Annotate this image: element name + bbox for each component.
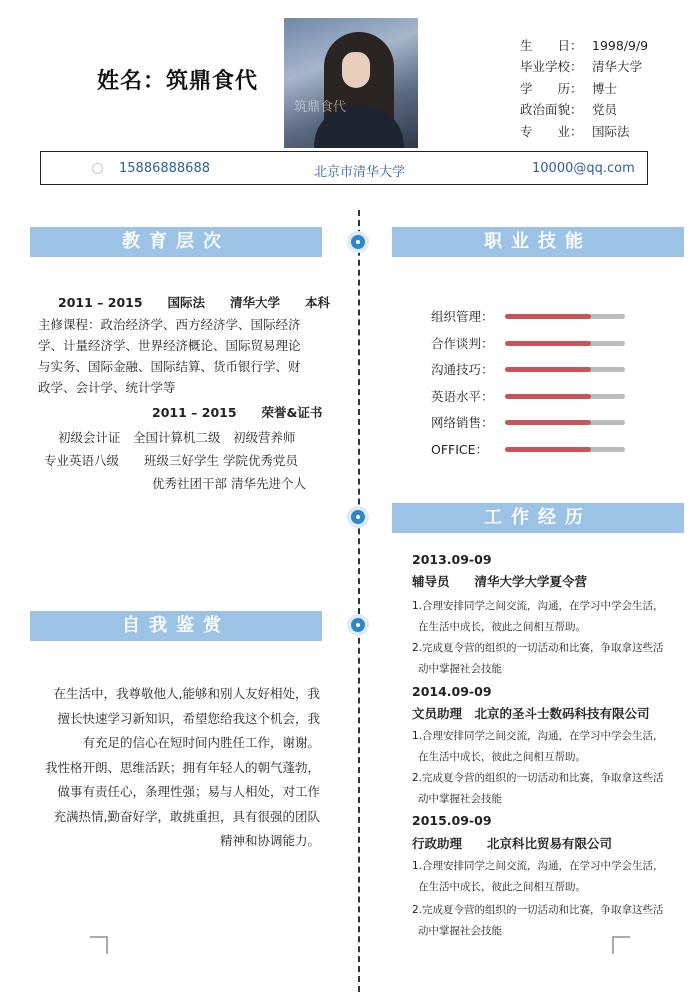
profile-photo: [284, 18, 418, 148]
timeline-line: [358, 210, 360, 992]
education-degree: 2011 – 2015 国际法 清华大学 本科: [58, 295, 331, 310]
contact-email[interactable]: 10000@qq.com: [532, 161, 635, 176]
skill-label: 网络销售：: [431, 415, 494, 430]
skill-bar: [505, 314, 625, 319]
honors-line: 初级会计证 全国计算机二级 初级营养师: [58, 430, 296, 445]
job-date: 2015.09-09: [412, 813, 492, 828]
job-detail: 2.完成夏令营的组织的一切活动和比赛，争取拿这些活: [412, 642, 664, 654]
job-detail: 1.合理安排同学之间交流，沟通，在学习中学会生活，: [412, 730, 664, 742]
job-role: 行政助理 北京科比贸易有限公司: [412, 836, 613, 851]
info-major: 专 业： 国际法: [520, 124, 630, 139]
info-birthday: 生 日： 1998/9/9: [520, 38, 649, 53]
contact-address: 北京市清华大学: [314, 165, 406, 180]
skill-bar: [505, 447, 625, 452]
info-school: 毕业学校： 清华大学: [520, 59, 643, 74]
timeline-dot-icon: [347, 614, 369, 636]
photo-caption: 筑鼎食代: [294, 100, 347, 115]
phone-icon: [92, 163, 103, 174]
job-date: 2014.09-09: [412, 684, 492, 699]
skill-bar-fill: [505, 341, 591, 346]
education-courses: 主修课程：政治经济学、西方经济学、国际经济 学、计量经济学、世界经济概论、国际贸易理论 与实务、国际金融、国际结算、货币银行学、财 政学、会计学、统计学等: [38, 317, 301, 395]
work-heading: 工作经历: [392, 503, 684, 533]
skill-label: 英语水平：: [431, 388, 494, 404]
education-heading: 教育层次: [30, 227, 322, 257]
skill-bar: [505, 341, 625, 346]
job-detail: 1.合理安排同学之间交流，沟通，在学习中学会生活，: [412, 600, 664, 612]
timeline-dot-icon: [347, 506, 369, 528]
contact-phone[interactable]: 15886888688: [119, 161, 210, 176]
honors-title: 2011 – 2015 荣誉&证书: [152, 405, 323, 420]
job-role: 辅导员 清华大学大学夏令营: [412, 574, 588, 589]
skill-bar-fill: [505, 367, 591, 372]
honors-line: 优秀社团干部 清华先进个人: [152, 476, 306, 491]
job-detail: 动中掌握社会技能: [418, 663, 502, 675]
skill-bar: [505, 367, 625, 372]
skill-bar-fill: [505, 420, 591, 425]
info-politics: 政治面貌： 党员: [520, 102, 618, 117]
skill-bar-fill: [505, 447, 591, 452]
skill-label: 组织管理：: [431, 309, 494, 324]
skill-bar-fill: [505, 394, 591, 399]
resume-name: 姓名：筑鼎食代: [97, 69, 259, 94]
self-eval-text: 在生活中，我尊敬他人,能够和别人友好相处，我 擅长快速学习新知识，希望您给我这个机会，我 有充足的信心在短时间内胜任工作，谢谢。 我性格开朗、思维活跃；拥有年轻人的朝气蓬勃， 做事有责任心，条理性强；易与人相处，对工作 充满热情,勤奋好学，敢挑重担，具有很强的团队 精神和协调能力。: [44, 686, 320, 848]
job-detail: 在生活中成长，彼此之间相互帮助。: [418, 881, 586, 893]
info-degree: 学 历： 博士: [520, 81, 618, 96]
corner-mark-icon: [612, 936, 630, 954]
job-detail: 在生活中成长，彼此之间相互帮助。: [418, 751, 586, 763]
skill-label: OFFICE：: [431, 441, 489, 457]
timeline-dot-icon: [347, 231, 369, 253]
job-detail: 2.完成夏令营的组织的一切活动和比赛，争取拿这些活: [412, 904, 664, 916]
job-detail: 动中掌握社会技能: [418, 925, 502, 937]
job-detail: 1.合理安排同学之间交流，沟通，在学习中学会生活，: [412, 860, 664, 872]
skill-bar-fill: [505, 314, 591, 319]
job-detail: 2.完成夏令营的组织的一切活动和比赛，争取拿这些活: [412, 772, 664, 784]
skill-label: 沟通技巧：: [431, 362, 494, 377]
skill-bar: [505, 394, 625, 399]
corner-mark-icon: [90, 936, 108, 954]
job-role: 文员助理 北京的圣斗士数码科技有限公司: [412, 706, 650, 721]
job-detail: 动中掌握社会技能: [418, 793, 502, 805]
skills-heading: 职业技能: [392, 227, 684, 257]
skill-label: 合作谈判：: [431, 335, 494, 351]
self-eval-heading: 自我鉴赏: [30, 611, 322, 641]
job-date: 2013.09-09: [412, 552, 492, 567]
job-detail: 在生活中成长，彼此之间相互帮助。: [418, 621, 586, 633]
honors-line: 专业英语八级 班级三好学生 学院优秀党员: [44, 453, 298, 468]
skill-bar: [505, 420, 625, 425]
